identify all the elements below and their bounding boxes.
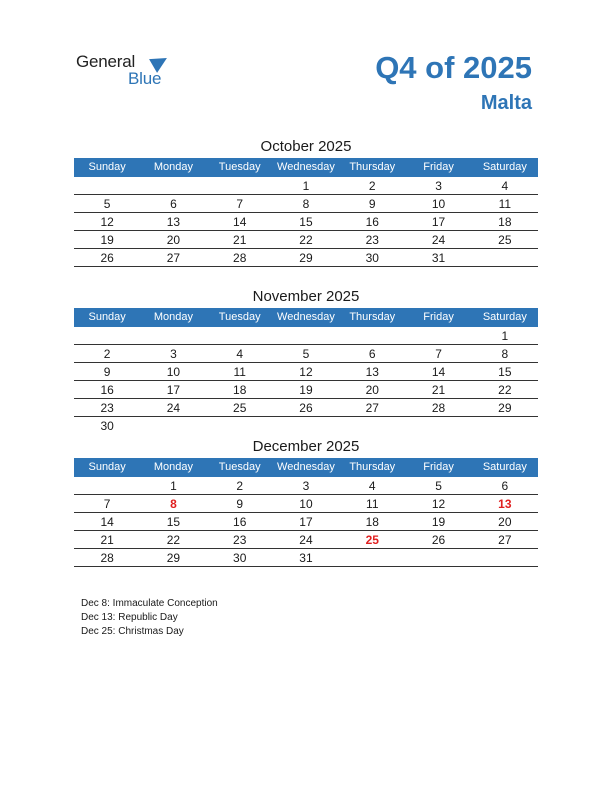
week-row	[74, 549, 538, 567]
day-cell: 30	[100, 419, 114, 433]
empty-day-cell	[207, 327, 273, 344]
day-cell: 3	[435, 179, 442, 193]
empty-day-cell	[140, 177, 206, 194]
day-cell: 14	[233, 215, 247, 229]
day-cell: 15	[299, 215, 313, 229]
weekday-saturday: Saturday	[482, 311, 527, 323]
day-cell: 7	[435, 347, 442, 361]
week-row	[74, 495, 538, 513]
day-cell: 6	[170, 197, 177, 211]
day-cell: 7	[236, 197, 244, 211]
logo-general-text: General	[76, 52, 136, 71]
day-cell: 28	[100, 551, 114, 565]
day-cell: 5	[103, 197, 111, 211]
day-cell: 30	[365, 251, 379, 265]
day-cell: 22	[299, 233, 313, 247]
weekday-header	[74, 308, 538, 327]
day-cell: 11	[366, 497, 379, 511]
week-row	[74, 531, 538, 549]
day-cell: 6	[368, 347, 376, 361]
week-row	[74, 195, 538, 213]
day-cell: 27	[498, 533, 512, 547]
empty-day-cell	[273, 417, 339, 434]
day-cell: 12	[431, 497, 446, 511]
day-cell: 16	[233, 515, 247, 529]
weekday-tuesday: Tuesday	[218, 461, 261, 473]
day-cell: 14	[431, 365, 446, 379]
holiday-note: Dec 8: Immaculate Conception	[81, 598, 218, 609]
day-cell: 4	[368, 479, 376, 493]
week-row	[74, 213, 538, 231]
day-cell: 26	[299, 401, 313, 415]
day-cell: 31	[299, 551, 313, 565]
empty-day-cell	[74, 327, 140, 344]
week-row	[74, 513, 538, 531]
day-cell: 17	[431, 215, 446, 229]
empty-day-cell	[207, 177, 273, 194]
month-october	[74, 136, 538, 267]
day-cell: 4	[501, 179, 509, 193]
day-cell: 15	[498, 365, 512, 379]
weekday-monday: Monday	[153, 161, 193, 173]
day-cell: 17	[299, 515, 313, 529]
day-cell: 8	[302, 197, 310, 211]
day-cell: 16	[100, 383, 114, 397]
weekday-thursday: Thursday	[349, 461, 396, 473]
empty-day-cell	[74, 177, 140, 194]
day-cell: 25	[498, 233, 512, 247]
day-cell: 21	[100, 533, 114, 547]
day-cell: 20	[498, 515, 512, 529]
day-cell: 24	[166, 401, 181, 415]
empty-day-cell	[472, 249, 538, 266]
country-name: Malta	[480, 92, 532, 114]
day-cell: 10	[299, 497, 313, 511]
weekday-wednesday: Wednesday	[277, 311, 335, 323]
empty-day-cell	[74, 477, 140, 494]
weekday-tuesday: Tuesday	[218, 161, 261, 173]
day-cell: 9	[368, 197, 376, 211]
weekday-thursday: Thursday	[349, 161, 396, 173]
weekday-saturday: Saturday	[482, 461, 527, 473]
day-cell: 29	[299, 251, 313, 265]
day-cell: 27	[365, 401, 379, 415]
day-cell: 14	[100, 515, 114, 529]
day-cell: 19	[431, 515, 446, 529]
day-cell: 27	[166, 251, 181, 265]
holiday-note: Dec 25: Christmas Day	[81, 626, 184, 637]
day-cell: 20	[166, 233, 181, 247]
day-cell: 12	[299, 365, 313, 379]
day-cell: 28	[233, 251, 247, 265]
weekday-header	[74, 158, 538, 177]
holiday-notes	[81, 597, 218, 639]
empty-day-cell	[405, 549, 471, 566]
page-title: Q4 of 2025	[375, 50, 532, 85]
day-cell: 9	[236, 497, 244, 511]
week-row	[74, 477, 538, 495]
weekday-thursday: Thursday	[349, 311, 396, 323]
weekday-tuesday: Tuesday	[218, 311, 261, 323]
week-row	[74, 231, 538, 249]
day-cell: 23	[100, 401, 114, 415]
week-row	[74, 417, 538, 434]
weekday-sunday: Sunday	[88, 161, 126, 173]
logo-blue-text: Blue	[128, 69, 162, 88]
empty-day-cell	[140, 327, 206, 344]
day-cell: 2	[368, 179, 376, 193]
weekday-wednesday: Wednesday	[277, 161, 335, 173]
empty-day-cell	[405, 327, 471, 344]
day-cell: 21	[431, 383, 446, 397]
day-cell: 6	[501, 479, 509, 493]
day-cell: 13	[166, 215, 181, 229]
weekday-friday: Friday	[423, 161, 454, 173]
day-cell: 1	[170, 479, 177, 493]
day-cell: 19	[299, 383, 313, 397]
day-cell: 9	[103, 365, 111, 379]
day-cell: 22	[166, 533, 181, 547]
day-cell: 24	[431, 233, 446, 247]
weekday-monday: Monday	[153, 311, 193, 323]
day-cell: 12	[100, 215, 114, 229]
day-cell: 24	[299, 533, 313, 547]
month-title: November 2025	[252, 288, 360, 305]
day-cell: 21	[233, 233, 247, 247]
empty-day-cell	[140, 417, 206, 434]
week-row	[74, 177, 538, 195]
empty-day-cell	[405, 417, 471, 434]
day-cell: 25	[233, 401, 247, 415]
empty-day-cell	[273, 327, 339, 344]
weekday-header	[74, 458, 538, 477]
day-cell: 23	[233, 533, 247, 547]
week-row	[74, 249, 538, 267]
day-cell: 26	[431, 533, 446, 547]
empty-day-cell	[339, 417, 405, 434]
day-cell: 11	[498, 197, 512, 211]
week-row	[74, 345, 538, 363]
day-cell: 1	[501, 329, 509, 343]
day-cell: 25	[365, 533, 379, 547]
week-row	[74, 363, 538, 381]
day-cell: 18	[365, 515, 379, 529]
day-cell: 13	[365, 365, 379, 379]
day-cell: 7	[103, 497, 111, 511]
weekday-monday: Monday	[153, 461, 193, 473]
month-december	[74, 436, 538, 567]
weekday-wednesday: Wednesday	[277, 461, 335, 473]
month-title: October 2025	[260, 138, 352, 155]
day-cell: 10	[166, 365, 181, 379]
day-cell: 20	[365, 383, 379, 397]
empty-day-cell	[472, 417, 538, 434]
empty-day-cell	[472, 549, 538, 566]
weekday-friday: Friday	[423, 311, 454, 323]
day-cell: 17	[166, 383, 181, 397]
empty-day-cell	[207, 417, 273, 434]
week-row	[74, 381, 538, 399]
week-row	[74, 327, 538, 345]
weekday-friday: Friday	[423, 461, 454, 473]
empty-day-cell	[339, 549, 405, 566]
day-cell: 11	[233, 365, 246, 379]
day-cell: 22	[498, 383, 512, 397]
day-cell: 3	[302, 479, 310, 493]
empty-day-cell	[339, 327, 405, 344]
logo	[76, 52, 186, 92]
day-cell: 19	[100, 233, 114, 247]
day-cell: 29	[166, 551, 181, 565]
day-cell: 30	[233, 551, 247, 565]
day-cell: 16	[365, 215, 379, 229]
day-cell: 18	[233, 383, 247, 397]
day-cell: 15	[166, 515, 181, 529]
day-cell: 31	[431, 251, 446, 265]
day-cell: 10	[431, 197, 446, 211]
day-cell: 4	[236, 347, 244, 361]
weekday-sunday: Sunday	[88, 311, 126, 323]
day-cell: 8	[170, 497, 177, 511]
day-cell: 28	[431, 401, 446, 415]
holiday-note: Dec 13: Republic Day	[81, 612, 178, 623]
month-title: December 2025	[252, 438, 360, 455]
day-cell: 8	[501, 347, 509, 361]
day-cell: 23	[365, 233, 379, 247]
weekday-saturday: Saturday	[482, 161, 527, 173]
day-cell: 2	[236, 479, 244, 493]
day-cell: 1	[302, 179, 310, 193]
weekday-sunday: Sunday	[88, 461, 126, 473]
day-cell: 5	[435, 479, 442, 493]
day-cell: 5	[302, 347, 310, 361]
day-cell: 13	[498, 497, 512, 511]
day-cell: 3	[170, 347, 177, 361]
month-november	[74, 286, 538, 434]
day-cell: 29	[498, 401, 512, 415]
day-cell: 18	[498, 215, 512, 229]
week-row	[74, 399, 538, 417]
day-cell: 2	[103, 347, 111, 361]
day-cell: 26	[100, 251, 114, 265]
